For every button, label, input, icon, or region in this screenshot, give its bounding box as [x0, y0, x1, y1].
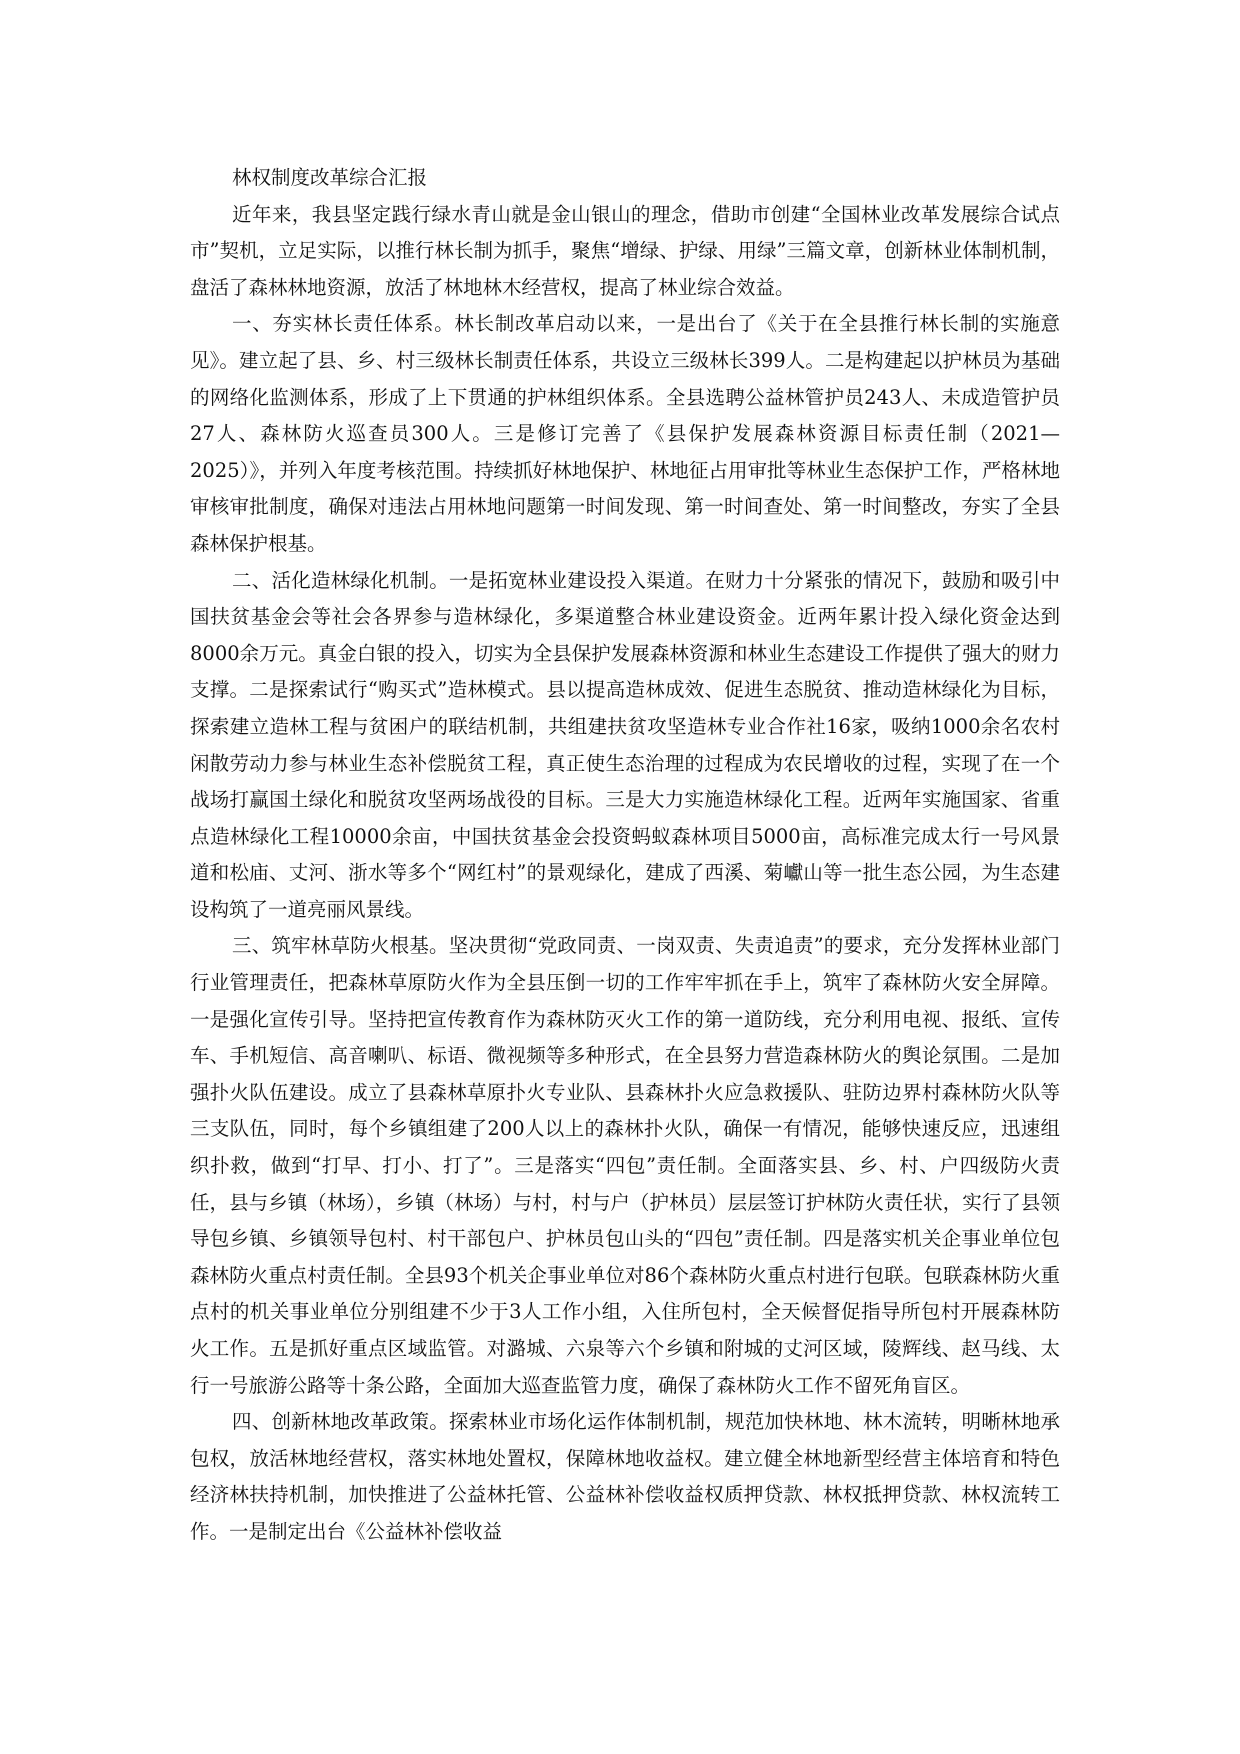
- paragraph-section-3: 三、筑牢林草防火根基。坚决贯彻“党政同责、一岗双责、失责追责”的要求，充分发挥林业部门行业管理责任，把森林草原防火作为全县压倒一切的工作牢牢抓在手上，筑牢了森林防火安全屏障。一是强化宣传引导。坚持把宣传教育作为森林防灭火工作的第一道防线，充分利用电视、报纸、宣传车、手机短信、高音喇叭、标语、微视频等多种形式，在全县努力营造森林防火的舆论氛围。二是加强扑火队伍建设。成立了县森林草原扑火专业队、县森林扑火应急救援队、驻防边界村森林防火队等三支队伍，同时，每个乡镇组建了200人以上的森林扑火队，确保一有情况，能够快速反应，迅速组织扑救，做到“打早、打小、打了”。三是落实“四包”责任制。全面落实县、乡、村、户四级防火责任，县与乡镇（林场），乡镇（林场）与村，村与户（护林员）层层签订护林防火责任状，实行了县领导包乡镇、乡镇领导包村、村干部包户、护林员包山头的“四包”责任制。四是落实机关企事业单位包森林防火重点村责任制。全县93个机关企事业单位对86个森林防火重点村进行包联。包联森林防火重点村的机关事业单位分别组建不少于3人工作小组，入住所包村，全天候督促指导所包村开展森林防火工作。五是抓好重点区域监管。对潞城、六泉等六个乡镇和附城的丈河区域，陵辉线、赵马线、太行一号旅游公路等十条公路，全面加大巡查监管力度，确保了森林防火工作不留死角盲区。: [190, 934, 1060, 1397]
- document-page: [190, 160, 1060, 1551]
- paragraph-section-1: 一、夯实林长责任体系。林长制改革启动以来，一是出台了《关于在全县推行林长制的实施意见》。建立起了县、乡、村三级林长制责任体系，共设立三级林长399人。二是构建起以护林员为基础的网络化监测体系，形成了上下贯通的护林组织体系。全县选聘公益林管护员243人、未成造管护员27人、森林防火巡查员300人。三是修订完善了《县保护发展森林资源目标责任制（2021—2025）》，并列入年度考核范围。持续抓好林地保护、林地征占用审批等林业生态保护工作，严格林地审核审批制度，确保对违法占用林地问题第一时间发现、第一时间查处、第一时间整改，夯实了全县森林保护根基。: [190, 312, 1060, 555]
- paragraph-section-4: 四、创新林地改革政策。探索林业市场化运作体制机制，规范加快林地、林木流转，明晰林地承包权，放活林地经营权，落实林地处置权，保障林地收益权。建立健全林地新型经营主体培育和特色经济林扶持机制，加快推进了公益林托管、公益林补偿收益权质押贷款、林权抵押贷款、林权流转工作。一是制定出台《公益林补偿收益: [190, 1410, 1060, 1543]
- document-title: 林权制度改革综合汇报: [232, 166, 428, 189]
- paragraph-intro: 近年来，我县坚定践行绿水青山就是金山银山的理念，借助市创建“全国林业改革发展综合试点市”契机，立足实际，以推行林长制为抓手，聚焦“增绿、护绿、用绿”三篇文章，创新林业体制机制，盘活了森林林地资源，放活了林地林木经营权，提高了林业综合效益。: [190, 202, 1060, 299]
- paragraph-section-2: 二、活化造林绿化机制。一是拓宽林业建设投入渠道。在财力十分紧张的情况下，鼓励和吸引中国扶贫基金会等社会各界参与造林绿化，多渠道整合林业建设资金。近两年累计投入绿化资金达到8000余万元。真金白银的投入，切实为全县保护发展森林资源和林业生态建设工作提供了强大的财力支撑。二是探索试行“购买式”造林模式。县以提高造林成效、促进生态脱贫、推动造林绿化为目标，探索建立造林工程与贫困户的联结机制，共组建扶贫攻坚造林专业合作社16家，吸纳1000余名农村闲散劳动力参与林业生态补偿脱贫工程，真正使生态治理的过程成为农民增收的过程，实现了在一个战场打赢国土绿化和脱贫攻坚两场战役的目标。三是大力实施造林绿化工程。近两年实施国家、省重点造林绿化工程10000余亩，中国扶贫基金会投资蚂蚁森林项目5000亩，高标准完成太行一号风景道和松庙、丈河、浙水等多个“网红村”的景观绿化，建成了西溪、菊巘山等一批生态公园，为生态建设构筑了一道亮丽风景线。: [190, 568, 1060, 921]
